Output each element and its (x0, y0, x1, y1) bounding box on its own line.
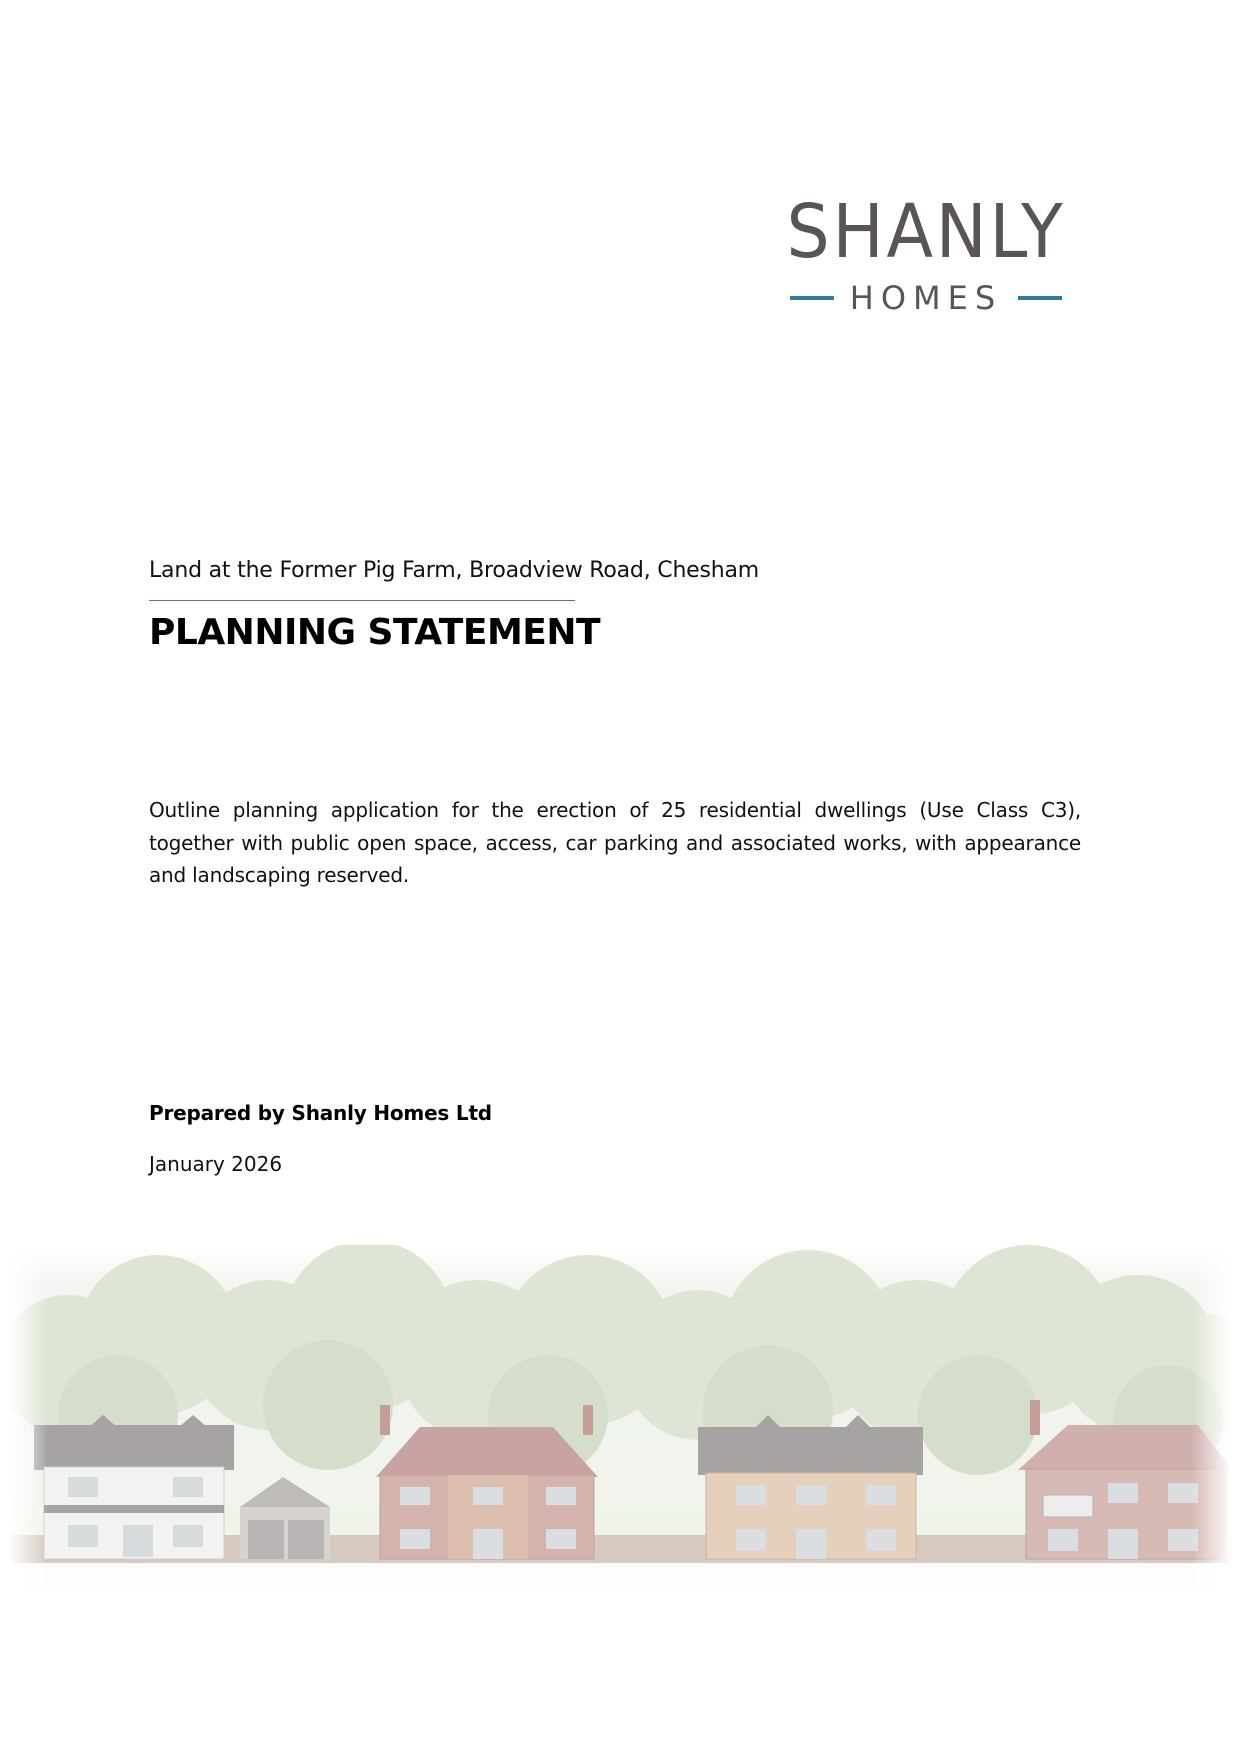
site-address-subtitle: Land at the Former Pig Farm, Broadview Road, Chesham (149, 558, 760, 583)
document-title: PLANNING STATEMENT (149, 612, 601, 653)
shanly-homes-logo (770, 190, 1082, 320)
document-date: January 2026 (149, 1152, 283, 1176)
street-scene-illustration (8, 1245, 1232, 1590)
logo-wordmark: SHANLY (786, 189, 1066, 275)
application-description: Outline planning application for the erection of 25 residential dwellings (Use Class C3), together with public open space, access, car parking and associated works, with appearance and landscaping reserved. (149, 798, 1081, 887)
logo-left-dash (790, 296, 834, 300)
logo-sub-row (770, 280, 1082, 316)
logo-right-dash (1018, 296, 1062, 300)
logo-subtitle: HOMES (849, 279, 1003, 317)
prepared-by: Prepared by Shanly Homes Ltd (149, 1101, 492, 1125)
title-divider (149, 600, 575, 601)
